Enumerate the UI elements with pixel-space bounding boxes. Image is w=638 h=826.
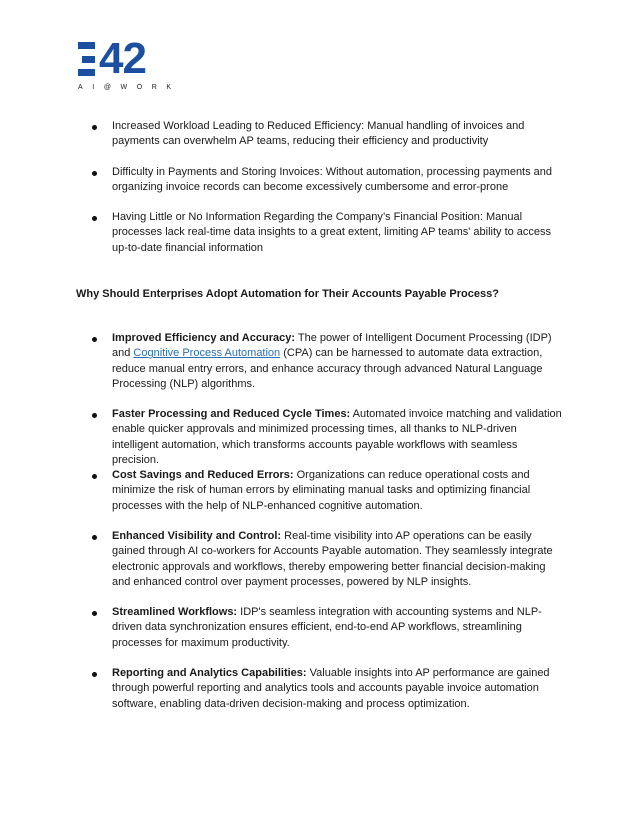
list-item	[112, 165, 564, 196]
bullet-icon	[92, 535, 97, 540]
benefit-text: Automated invoice matching and validation enable quicker approvals and minimized processing times, all thanks to NLP-driven intelligent automation, which transforms accounts payable workflows with seamless precision.	[112, 408, 562, 467]
list-item	[112, 605, 564, 651]
benefit-title: Streamlined Workflows:	[112, 606, 238, 618]
list-item-text: Difficulty in Payments and Storing Invoices: Without automation, processing payments and organizing invoice records can become excessively cumbersome and error-prone	[112, 166, 553, 194]
benefit-text: Real-time visibility into AP operations can be easily gained through AI co-workers for Accounts Payable automation. They seamlessly integrate electronic approvals and workflows, thereby empowering better financial decision-making and enhanced control over payment processes, powered by NLP insights.	[112, 530, 553, 589]
list-item	[112, 331, 564, 393]
bullet-icon	[92, 413, 97, 418]
logo-number: 42	[99, 34, 146, 83]
list-item	[112, 666, 564, 712]
benefit-text: The power of Intelligent Document Processing (IDP) and	[112, 332, 552, 360]
bullet-icon	[92, 337, 97, 342]
list-item	[112, 468, 564, 514]
benefit-title: Improved Efficiency and Accuracy:	[112, 332, 295, 344]
list-item-text: Having Little or No Information Regarding the Company’s Financial Position: Manual processes lack real-time data insights to a great extent, limiting AP teams' ability to access up-to-date financial information	[112, 211, 552, 254]
bullet-icon	[92, 216, 97, 221]
benefit-title: Faster Processing and Reduced Cycle Times:	[112, 408, 351, 420]
benefit-text: Valuable insights into AP performance are gained through powerful reporting and analytics tools and accounts payable invoice automation software, enabling data-driven decision-making and process optimization.	[112, 667, 550, 710]
list-item-text: Increased Workload Leading to Reduced Efficiency: Manual handling of invoices and payments can overwhelm AP teams, reducing their efficiency and productivity	[112, 120, 525, 148]
section-heading: Why Should Enterprises Adopt Automation for Their Accounts Payable Process?	[76, 288, 499, 300]
cognitive-process-automation-link[interactable]: Cognitive Process Automation	[133, 347, 281, 360]
logo-e-glyph-icon	[78, 42, 95, 76]
logo-tagline: AI@WORK	[78, 84, 181, 91]
bullet-icon	[92, 171, 97, 176]
benefit-title: Cost Savings and Reduced Errors:	[112, 469, 294, 481]
benefit-title: Enhanced Visibility and Control:	[112, 530, 282, 542]
benefit-text: IDP's seamless integration with accounting systems and NLP-driven data synchronization ensures efficient, end-to-end AP workflows, streamlining processes for maximum productivity.	[112, 606, 542, 649]
benefit-title: Reporting and Analytics Capabilities:	[112, 667, 307, 679]
list-item	[112, 119, 564, 150]
benefit-text: (CPA) can be harnessed to automate data extraction, reduce manual entry errors, and enhance accuracy through advanced Natural Language Processing (NLP) algorithms.	[112, 347, 543, 391]
logo-mark	[78, 34, 162, 83]
bullet-icon	[92, 672, 97, 677]
list-item	[112, 407, 564, 469]
bullet-icon	[92, 125, 97, 130]
bullet-icon	[92, 474, 97, 479]
list-item	[112, 210, 564, 256]
benefit-text: Organizations can reduce operational costs and minimize the risk of human errors by eliminating manual tasks and optimizing financial processes with the help of NLP-enhanced cognitive automation.	[112, 469, 531, 512]
e42-logo	[78, 34, 181, 96]
bullet-icon	[92, 611, 97, 616]
list-item	[112, 529, 564, 591]
